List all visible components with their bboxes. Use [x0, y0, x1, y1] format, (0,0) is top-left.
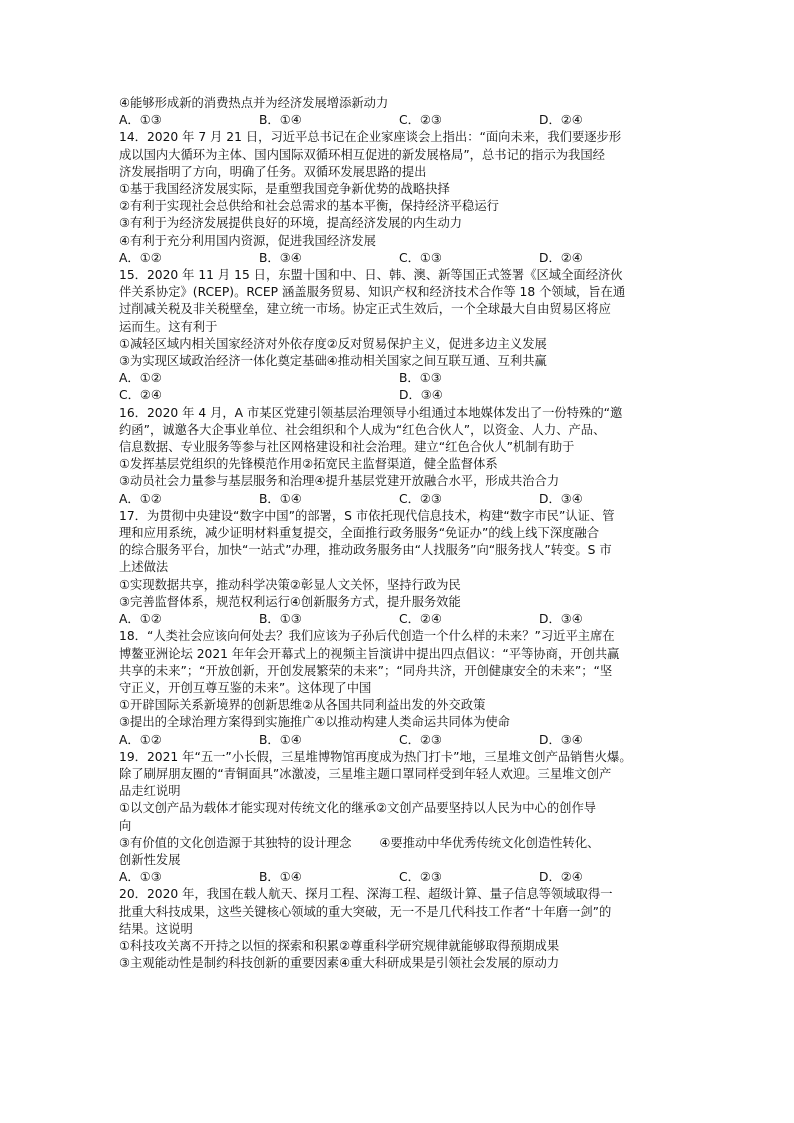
statement: ③主观能动性是制约科技创新的重要因素④重大科研成果是引领社会发展的原动力	[119, 956, 560, 971]
option-c[interactable]: C．①③	[399, 250, 442, 265]
question-stem: 17．为贯彻中央建设“数字中国”的部署，S 市依托现代信息技术，构建“数字市民”认证、管	[119, 508, 615, 523]
question-stem: 约函”，诚邀各大企事业单位、社会组织和个人成为“红色合伙人”，以资金、人力、产品、	[119, 422, 606, 437]
question-stem: 结果。这说明	[119, 921, 193, 936]
question-stem: 19．2021 年“五一”小长假，三星堆博物馆再度成为热门打卡”地，三星堆文创产品销售火爆。	[119, 749, 632, 764]
statement: ②有利于实现社会总供给和社会总需求的基本平衡，保持经济平稳运行	[119, 199, 499, 214]
statement: ③动员社会力量参与基层服务和治理④提升基层党建开放融合水平，形成共治合力	[119, 474, 560, 489]
question-stem: 守正义，开创互尊互鉴的未来”。这体现了中国	[119, 680, 372, 695]
statement: ①科技攻关离不开持之以恒的探索和积累②尊重科学研究规律就能够取得预期成果	[119, 938, 560, 953]
answer-options	[119, 370, 679, 387]
question-17	[119, 508, 679, 628]
option-c[interactable]: C．②③	[399, 732, 442, 747]
question-stem: 品走红说明	[119, 784, 181, 799]
question-stem: 信息数据、专业服务等参与社区网格建设和社会治理。建立“红色合伙人”机制有助于	[119, 440, 575, 455]
question-stem: 16．2020 年 4 月，A 市某区党建引领基层治理领导小组通过本地媒体发出了一份特殊的“邀	[119, 405, 623, 420]
option-b[interactable]: B．①④	[259, 870, 302, 885]
statement: ③有利于为经济发展提供良好的环境，提高经济发展的内生动力	[119, 216, 463, 231]
option-d[interactable]: D．②④	[539, 250, 583, 265]
question-stem: 的综合服务平台，加快“一站式”办理，推动政务服务由“人找服务”向“服务找人”转变。S 市	[119, 543, 612, 558]
statement: 创新性发展	[119, 852, 181, 867]
option-b[interactable]: B．①③	[259, 612, 302, 627]
question-stem: 14．2020 年 7 月 21 日，习近平总书记在企业家座谈会上指出：“面向未来，我们要逐步形	[119, 130, 622, 145]
question-19	[119, 749, 679, 887]
option-a[interactable]: A．①②	[119, 612, 162, 627]
option-c[interactable]: C．②④	[119, 388, 162, 403]
option-c[interactable]: C．②③	[399, 491, 442, 506]
question-stem: 上述做法	[119, 560, 169, 575]
statement-row	[119, 835, 679, 852]
statement: ③有价值的文化创造源于其独特的设计理念	[119, 835, 352, 850]
option-a[interactable]: A．①②	[119, 732, 162, 747]
question-stem: 20．2020 年，我国在载人航天、探月工程、深海工程、超级计算、量子信息等领域取得一	[119, 887, 613, 902]
question-15	[119, 267, 679, 405]
statement: ④能够形成新的消费热点并为经济发展增添新动力	[119, 96, 389, 110]
question-stem: 过削减关税及非关税壁垒，建立统一市场。协定正式生效后，一个全球最大自由贸易区将应	[119, 302, 611, 317]
question-20	[119, 886, 679, 972]
option-c[interactable]: C．②③	[399, 870, 442, 885]
question-16	[119, 405, 679, 508]
answer-options	[119, 112, 679, 129]
option-d[interactable]: D．③④	[539, 732, 583, 747]
option-b[interactable]: B．①③	[399, 371, 442, 386]
option-d[interactable]: D．③④	[399, 388, 443, 403]
exam-page	[119, 95, 679, 972]
option-a[interactable]: A．①③	[119, 113, 162, 128]
option-b[interactable]: B．③④	[259, 250, 302, 265]
option-a[interactable]: A．①②	[119, 371, 162, 386]
option-a[interactable]: A．①②	[119, 491, 162, 506]
question-stem: 15．2020 年 11 月 15 日，东盟十国和中、日、韩、澳、新等国正式签署《区域全面经济伙	[119, 268, 623, 283]
statement: ①实现数据共享，推动科学决策②彰显人文关怀，坚持行政为民	[119, 577, 461, 592]
option-c[interactable]: C．②④	[399, 612, 442, 627]
answer-options	[119, 387, 679, 404]
option-b[interactable]: B．①④	[259, 732, 302, 747]
question-stem: 运而生。这有利于	[119, 319, 218, 334]
question-stem: 成以国内大循环为主体、国内国际双循环相互促进的新发展格局”，总书记的指示为我国经	[119, 147, 605, 162]
option-d[interactable]: D．③④	[539, 612, 583, 627]
question-stem: 博鳌亚洲论坛 2021 年年会开幕式上的视频主旨演讲中提出四点倡议：“平等协商，开创共赢	[119, 646, 620, 661]
option-a[interactable]: A．①②	[119, 250, 162, 265]
statement: ①减轻区域内相关国家经济对外依存度②反对贸易保护主义，促进多边主义发展	[119, 336, 547, 351]
option-d[interactable]: D．③④	[539, 491, 583, 506]
statement: ④要推动中华优秀传统文化创造性转化、	[379, 835, 600, 850]
question-stem: 18．“人类社会应该向何处去？我们应该为子孙后代创造一个什么样的未来？”习近平主席在	[119, 629, 615, 644]
option-c[interactable]: C．②③	[399, 113, 442, 128]
answer-options	[119, 611, 679, 628]
question-stem: 伴关系协定》(RCEP)。RCEP 涵盖服务贸易、知识产权和经济技术合作等 18 个领域，旨在通	[119, 285, 626, 300]
question-stem: 批重大科技成果，这些关键核心领域的重大突破，无一不是几代科技工作者“十年磨一剑”的	[119, 904, 612, 919]
question-stem: 除了刷屏朋友圈的“青铜面具”冰激凌，三星堆主题口罩同样受到年轻人欢迎。三星堆文创产	[119, 766, 612, 781]
answer-options	[119, 732, 679, 749]
answer-options	[119, 869, 679, 886]
answer-options	[119, 491, 679, 508]
statement: 向	[119, 818, 132, 833]
answer-options	[119, 250, 679, 267]
statement: ①以文创产品为载体才能实现对传统文化的继承②文创产品要坚持以人民为中心的创作导	[119, 801, 597, 816]
question-14	[119, 129, 679, 267]
statement: ③提出的全球治理方案得到实施推广④以推动构建人类命运共同体为使命	[119, 715, 510, 730]
option-d[interactable]: D．②④	[539, 113, 583, 128]
option-a[interactable]: A．①③	[119, 870, 162, 885]
statement: ①基于我国经济发展实际，是重塑我国竞争新优势的战略抉择	[119, 182, 450, 197]
option-d[interactable]: D．②④	[539, 870, 583, 885]
statement: ④有利于充分利用国内资源，促进我国经济发展	[119, 233, 376, 248]
option-b[interactable]: B．①④	[259, 491, 302, 506]
statement: ①发挥基层党组织的先锋模范作用②拓宽民主监督渠道，健全监督体系	[119, 457, 498, 472]
statement: ①开辟国际关系新境界的创新思维②从各国共同利益出发的外交政策	[119, 698, 486, 713]
question-stem: 理和应用系统，减少证明材料重复提交，全面推行政务服务“免证办”的线上线下深度融合	[119, 526, 600, 541]
option-b[interactable]: B．①④	[259, 113, 302, 128]
statement: ③完善监督体系，规范权利运行④创新服务方式，提升服务效能	[119, 594, 461, 609]
question-stem: 共享的未来”；“开放创新，开创发展繁荣的未来”；“同舟共济，开创健康安全的未来”；“坚	[119, 663, 613, 678]
question-18	[119, 628, 679, 748]
statement: ③为实现区域政治经济一体化奠定基础④推动相关国家之间互联互通、互利共赢	[119, 354, 547, 369]
question-stem: 济发展指明了方向，明确了任务。双循环发展思路的提出	[119, 164, 427, 179]
